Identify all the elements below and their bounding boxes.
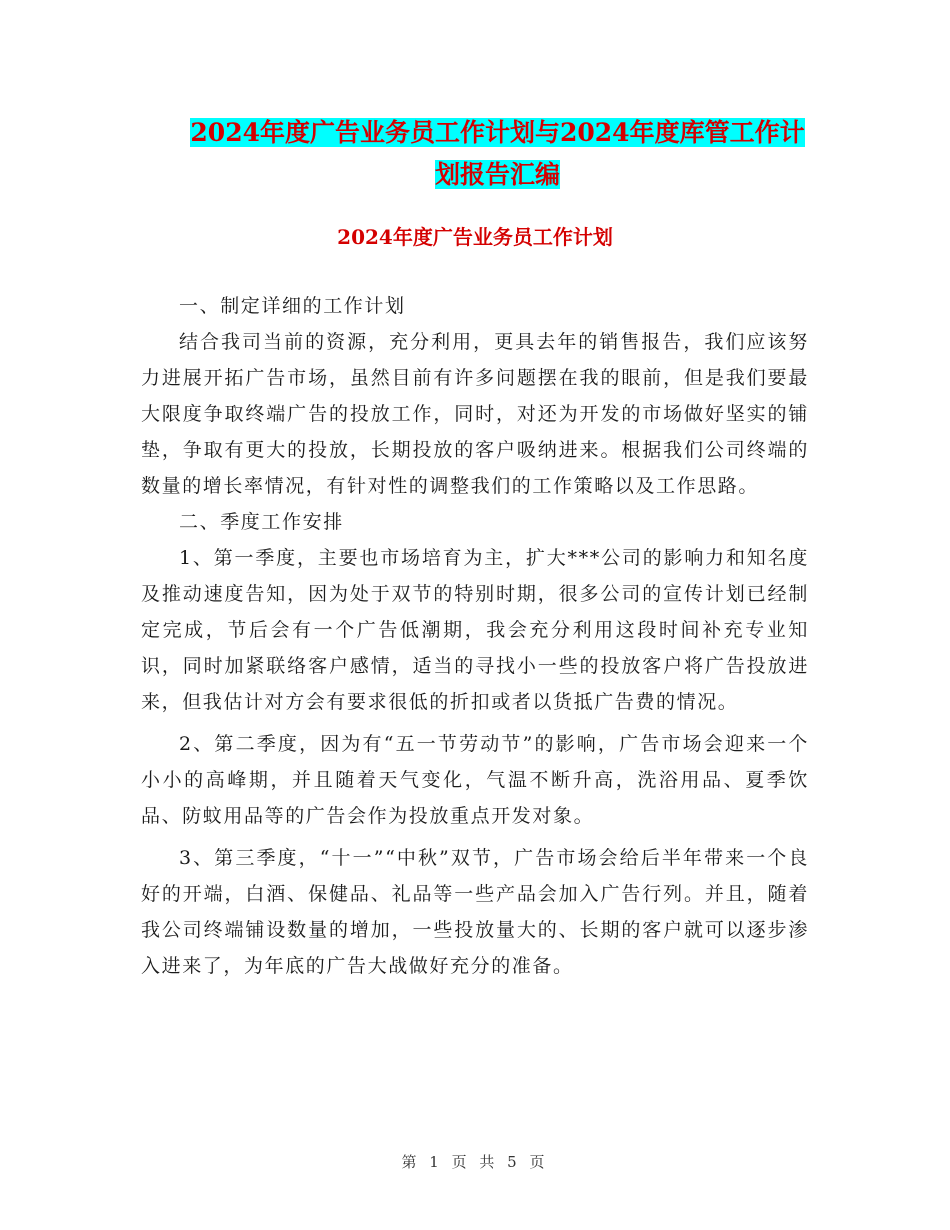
paragraph-heading-1: 一、制定详细的工作计划 [179, 295, 406, 317]
section-title: 2024年度广告业务员工作计划 [337, 225, 613, 249]
paragraph: 3、第三季度，“十一”“中秋”双节，广告市场会给后半年带来一个良好的开端，白酒、保健品、礼品等一些产品会加入广告行列。并且，随着我公司终端铺设数量的增加，一些投放量大的、长期的客户就可以逐步渗入进来了，为年底的广告大战做好充分的准备。 [141, 847, 809, 977]
paragraph: 2、第二季度，因为有“五一节劳动节”的影响，广告市场会迎来一个小小的高峰期，并且随着天气变化，气温不断升高，洗浴用品、夏季饮品、防蚊用品等的广告会作为投放重点开发对象。 [141, 733, 809, 827]
document-title-line-2: 划报告汇编 [434, 160, 560, 189]
document-title [140, 112, 855, 196]
paragraph: 1、第一季度，主要也市场培育为主，扩大***公司的影响力和知名度及推动速度告知，因为处于双节的特别时期，很多公司的宣传计划已经制定完成，节后会有一个广告低潮期，我会充分利用这段时间补充专业知识，同时加紧联络客户感情，适当的寻找小一些的投放客户将广告投放进来，但我估计对方会有要求很低的折扣或者以货抵广告费的情况。 [141, 547, 809, 713]
page-footer: 第 1 页 共 5 页 [401, 1153, 549, 1171]
paragraph: 结合我司当前的资源，充分利用，更具去年的销售报告，我们应该努力进展开拓广告市场，虽然目前有许多问题摆在我的眼前，但是我们要最大限度争取终端广告的投放工作，同时，对还为开发的市场做好坚实的铺垫，争取有更大的投放，长期投放的客户吸纳进来。根据我们公司终端的数量的增长率情况，有针对性的调整我们的工作策略以及工作思路。 [141, 331, 809, 497]
document-body [141, 288, 809, 984]
paragraph-heading-2: 二、季度工作安排 [179, 511, 344, 533]
document-title-line-1: 2024年度广告业务员工作计划与2024年度库管工作计 [190, 118, 805, 147]
